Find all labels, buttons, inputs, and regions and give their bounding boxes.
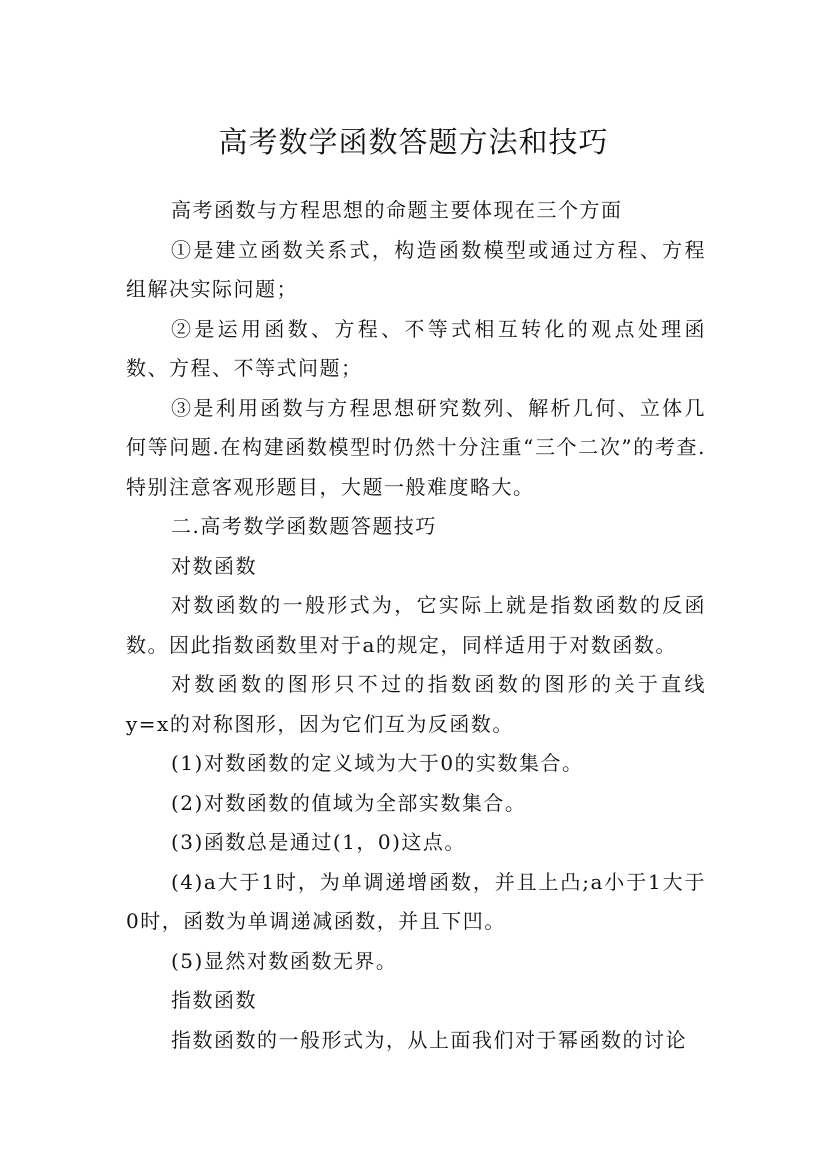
list-item-log-3: (3)函数总是通过(1，0)这点。 bbox=[171, 830, 466, 854]
list-item-log-4: (4)a大于1时，为单调递增函数，并且上凸;a小于1大于0时，函数为单调递减函数，并且下凹。 bbox=[126, 869, 706, 933]
subheading-exp-function: 指数函数 bbox=[171, 988, 257, 1012]
list-item-log-1: (1)对数函数的定义域为大于0的实数集合。 bbox=[171, 751, 584, 775]
list-item-log-5: (5)显然对数函数无界。 bbox=[171, 948, 398, 973]
section-heading-techniques: 二.高考数学函数题答题技巧 bbox=[171, 514, 437, 538]
document-body bbox=[126, 191, 706, 1060]
paragraph-log-graph: 对数函数的图形只不过的指数函数的图形的关于直线y=x的对称图形，因为它们互为反函数。 bbox=[126, 672, 706, 736]
list-item-log-2: (2)对数函数的值域为全部实数集合。 bbox=[171, 790, 527, 815]
paragraph-exp-definition: 指数函数的一般形式为，从上面我们对于幂函数的讨论 bbox=[171, 1027, 687, 1052]
paragraph-log-definition: 对数函数的一般形式为，它实际上就是指数函数的反函数。因此指数函数里对于a的规定，同样适用于对数函数。 bbox=[126, 593, 706, 657]
paragraph-point-2: ②是运用函数、方程、不等式相互转化的观点处理函数、方程、不等式问题； bbox=[126, 316, 706, 380]
paragraph-point-3: ③是利用函数与方程思想研究数列、解析几何、立体几何等问题.在构建函数模型时仍然十分注重“三个二次”的考查.特别注意客观形题目，大题一般难度略大。 bbox=[126, 395, 706, 499]
document-title: 高考数学函数答题方法和技巧 bbox=[218, 125, 609, 160]
paragraph-point-1: ①是建立函数关系式，构造函数模型或通过方程、方程组解决实际问题； bbox=[126, 237, 706, 301]
paragraph-intro: 高考函数与方程思想的命题主要体现在三个方面 bbox=[171, 198, 623, 222]
subheading-log-function: 对数函数 bbox=[171, 553, 257, 578]
